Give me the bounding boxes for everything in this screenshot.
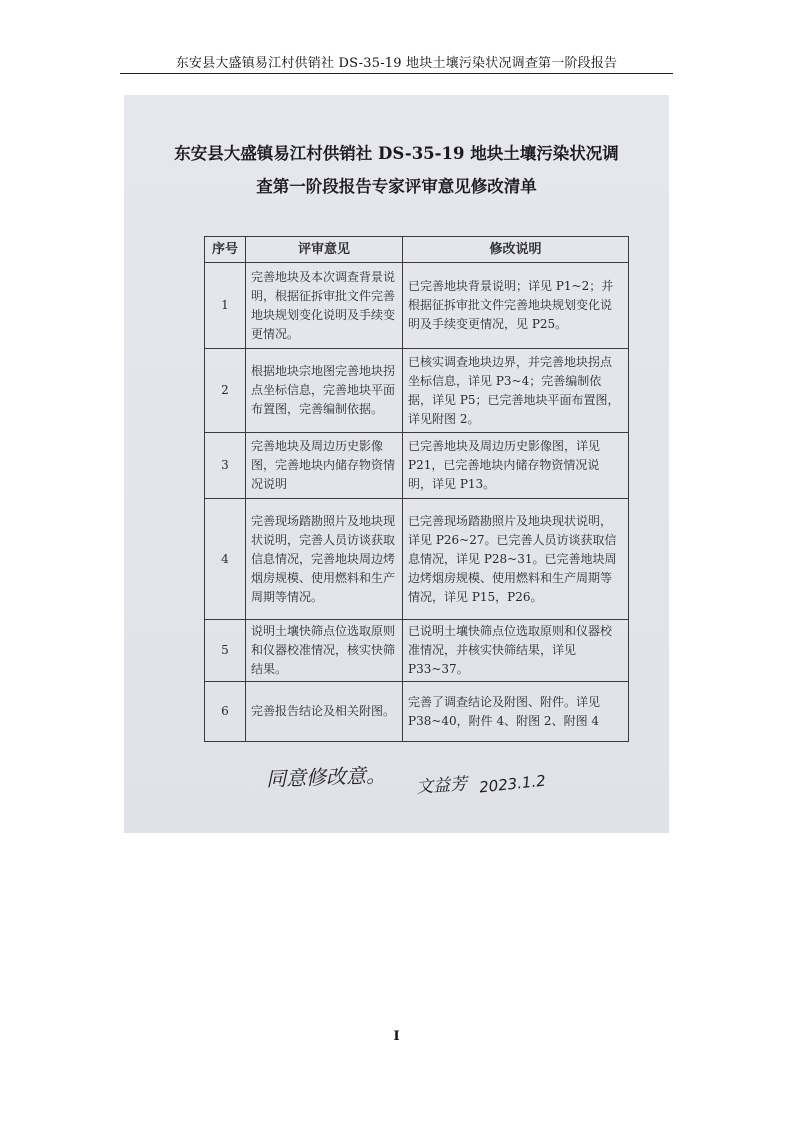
- row-seq: 6: [205, 682, 246, 742]
- row-seq: 5: [205, 620, 246, 682]
- row-opinion: 完善现场踏勘照片及地块现状说明，完善人员访谈获取信息情况，完善地块周边烤烟房规模、使用燃料和生产周期等情况。: [246, 499, 403, 620]
- page-number: I: [393, 1029, 400, 1044]
- row-response: 已完善现场踏勘照片及地块现状说明，详见 P26~27。已完善人员访谈获取信息情况，详见 P28~31。已完善地块周边烤烟房规模、使用燃料和生产周期等情况，详见 P15，P26。: [403, 499, 629, 620]
- document-title-line-2: 查第一阶段报告专家评审意见修改清单: [256, 177, 537, 196]
- row-seq: 4: [205, 499, 246, 620]
- row-opinion: 说明土壤快筛点位选取原则和仪器校准情况，核实快筛结果。: [246, 620, 403, 682]
- table-row: [205, 263, 629, 349]
- scanned-document-photo: [124, 95, 669, 833]
- row-response: 完善了调查结论及附图、附件。详见 P38~40，附件 4、附图 2、附图 4: [403, 682, 629, 742]
- row-opinion: 完善报告结论及相关附图。: [246, 682, 403, 742]
- handwritten-date: 2023.1.2: [478, 771, 547, 797]
- row-response: 已完善地块背景说明；详见 P1~2；并根据征拆审批文件完善地块规划变化说明及手续变更情况，见 P25。: [403, 263, 629, 349]
- header-rule: [120, 73, 673, 74]
- row-seq: 1: [205, 263, 246, 349]
- row-opinion: 完善地块及周边历史影像图，完善地块内储存物资情况说明: [246, 433, 403, 499]
- row-seq: 2: [205, 349, 246, 433]
- row-opinion: 根据地块宗地图完善地块拐点坐标信息，完善地块平面布置图，完善编制依据。: [246, 349, 403, 433]
- column-header-seq: 序号: [205, 237, 246, 263]
- row-response: 已完善地块及周边历史影像图，详见 P21，已完善地块内储存物资情况说明，详见 P13。: [403, 433, 629, 499]
- table-header-row: [205, 237, 629, 263]
- handwritten-approval: 同意修改意。: [265, 762, 387, 792]
- running-header: 东安县大盛镇易江村供销社 DS-35-19 地块土壤污染状况调查第一阶段报告: [175, 56, 618, 71]
- row-seq: 3: [205, 433, 246, 499]
- table-row: [205, 433, 629, 499]
- document-title: [144, 137, 649, 203]
- row-response: 已核实调查地块边界，并完善地块拐点坐标信息，详见 P3~4；完善编制依据，详见 P5；已完善地块平面布置图，详见附图 2。: [403, 349, 629, 433]
- column-header-response: 修改说明: [403, 237, 629, 263]
- table-row: [205, 499, 629, 620]
- row-response: 已说明土壤快筛点位选取原则和仪器校准情况，并核实快筛结果，详见 P33~37。: [403, 620, 629, 682]
- table-row: [205, 349, 629, 433]
- row-opinion: 完善地块及本次调查背景说明，根据征拆审批文件完善地块规划变化说明及手续变更情况。: [246, 263, 403, 349]
- handwritten-signature: 文益芳: [415, 774, 468, 798]
- table-row: [205, 620, 629, 682]
- document-title-line-1: 东安县大盛镇易江村供销社 DS-35-19 地块土壤污染状况调: [174, 144, 619, 163]
- column-header-opinion: 评审意见: [246, 237, 403, 263]
- table-row: [205, 682, 629, 742]
- review-table: [204, 236, 629, 742]
